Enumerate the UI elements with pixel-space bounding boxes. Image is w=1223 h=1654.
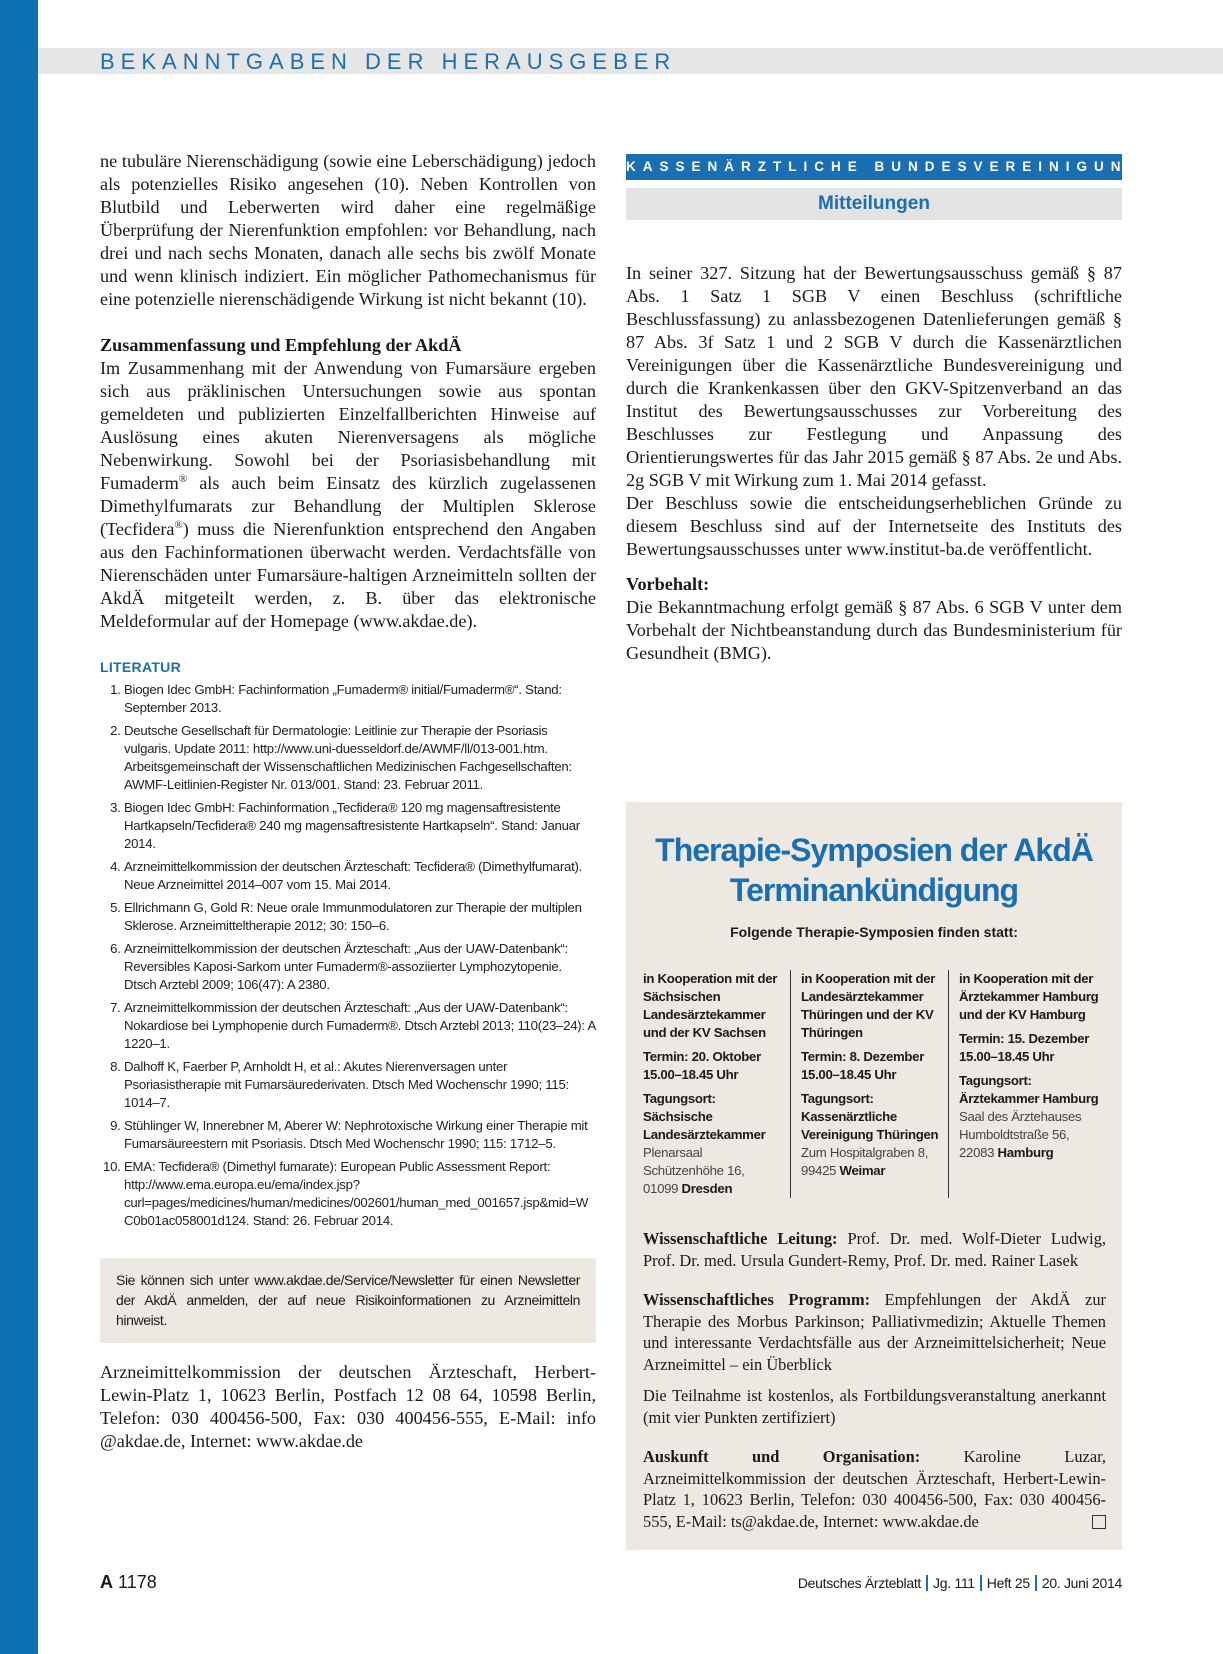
end-mark-icon xyxy=(1092,1515,1106,1529)
vorbehalt-text: Die Bekanntmachung erfolgt gemäß § 87 Abs. 6 SGB V unter dem Vorbehalt der Nichtbeanstandung durch das Bundesministerium für Gesundheit (BMG). xyxy=(626,597,1122,663)
section-header-title: BEKANNTGABEN DER HERAUSGEBER xyxy=(100,49,677,74)
right-column xyxy=(626,154,1146,665)
literature-heading: LITERATUR xyxy=(100,659,181,675)
participation-note: Die Teilnahme ist kostenlos, als Fortbildungsveranstaltung anerkannt (mit vier Punkten zertifiziert) xyxy=(643,1386,1106,1427)
organization-contact: Auskunft und Organisation: Karoline Luzar, Arzneimittelkommission der deutschen Ärzteschaft, Herbert-Lewin-Platz 1, 10623 Berlin, Telefon: 030 400456-500, Fax: 030 400456-555, E-Mail: ts@akdae.de, Internet: www.akdae.de xyxy=(643,1447,1106,1531)
symposium-announcement-box xyxy=(626,802,1122,1550)
reference-item: 7. Arzneimittelkommission der deutschen Ärzteschaft: „Aus der UAW-Datenbank“: Nokardiose bei Lymphopenie durch Fumaderm®. Dtsch Arztebl 2013; 110(23–24): A 1220–1. xyxy=(124,999,596,1053)
journal-info: Deutsches Ärzteblatt Jg. 111 Heft 25 20. Juni 2014 xyxy=(797,1575,1122,1591)
reference-item: 9. Stühlinger W, Innerebner M, Aberer W: Nephrotoxische Wirkung einer Therapie mit Fumarsäureestern mit Psoriasis. Dtsch Med Wochenschr 1990; 115: 1712–5. xyxy=(124,1117,596,1153)
reference-item: 10. EMA: Tecfidera® (Dimethyl fumarate): European Public Assessment Report: http://www.ema.europa.eu/ema/index.jsp?curl=pages/medicines/human/medicines/002601/human_med_001657.jsp&mid=WC0b01ac058001d124. Stand: 26. Februar 2014. xyxy=(124,1158,596,1230)
scientific-program: Wissenschaftliches Programm: Empfehlungen der AkdÄ zur Therapie des Morbus Parkinson; Palliativmedizin; Aktuelle Themen und interessante Verdachtsfälle aus der Arzneimittelsicherheit; Neue Arzneimittel – ein Überblick xyxy=(643,1290,1107,1374)
venue-dresden: in Kooperation mit der Sächsischen Landesärztekammer und der KV Sachsen Termin: 20. Oktober 15.00–18.45 Uhr Tagungsort: Sächsische Landesärztekammer Plenarsaal Schützenhöhe 16, 01099 Dresden xyxy=(643,971,778,1196)
sidebar-color-bar xyxy=(0,0,38,1654)
venue-hamburg: in Kooperation mit der Ärztekammer Hamburg und der KV Hamburg Termin: 15. Dezember 15.00–18.45 Uhr Tagungsort: Ärztekammer Hamburg Saal des Ärztehauses Humboldtstraße 56, 22083 Hamburg xyxy=(948,970,1106,1198)
symposium-title: Therapie-Symposien der AkdÄ Terminankündigung xyxy=(655,832,1093,908)
vorbehalt-heading: Vorbehalt: xyxy=(626,574,710,594)
reference-list xyxy=(100,681,596,1230)
symposium-subtitle: Folgende Therapie-Symposien finden statt: xyxy=(730,924,1018,940)
contact-info: Arzneimittelkommission der deutschen Ärzteschaft, Herbert-Lewin-Platz 1, 10623 Berlin, Postfach 12 08 64, 10598 Berlin, Telefon: 030 400456-500, Fax: 030 400456-555, E-Mail: info @akdae.de, Internet: www.akdae.de xyxy=(100,1362,596,1451)
summary-paragraph: Im Zusammenhang mit der Anwendung von Fumarsäure ergeben sich aus präklinischen Untersuchungen sowie aus spontan gemeldeten und publizierten Einzelfallberichten Hinweise auf Auslösung eines akuten Nierenversagens als mögliche Nebenwirkung. Sowohl bei der Psoriasisbehandlung mit Fumaderm® als auch beim Einsatz des kürzlich zugelassenen Dimethylfumarats zur Behandlung der Multiplen Sklerose (Tecfidera®) muss die Nierenfunktion entsprechend den Angaben aus den Fachinformationen überwacht werden. Verdachtsfälle von Nierenschäden unter Fumarsäure-haltigen Arzneimitteln sollten der AkdÄ mitgeteilt werden, z. B. über das elektronische Meldeformular auf der Homepage (www.akdae.de). xyxy=(100,358,596,631)
kbv-section-bar: KASSENÄRZTLICHE BUNDESVEREINIGUNG xyxy=(626,154,1122,180)
reference-item: 1. Biogen Idec GmbH: Fachinformation „Fumaderm® initial/Fumaderm®“. Stand: September 2013. xyxy=(124,681,596,717)
page-number: A 1178 xyxy=(100,1572,157,1592)
newsletter-notice: Sie können sich unter www.akdae.de/Service/Newsletter für einen Newsletter der AkdÄ anmelden, der auf neue Risikoinformationen zu Arzneimitteln hinweist. xyxy=(100,1258,596,1343)
reference-item: 4. Arzneimittelkommission der deutschen Ärzteschaft: Tecfidera® (Dimethylfumarat). Neue Arzneimittel 2014–007 vom 15. Mai 2014. xyxy=(124,858,596,894)
reference-item: 8. Dalhoff K, Faerber P, Arnholdt H, et al.: Akutes Nierenversagen unter Psoriasistherapie mit Fumarsäurederivaten. Dtsch Med Wochenschr 1990; 115: 1014–7. xyxy=(124,1058,596,1112)
reference-item: 2. Deutsche Gesellschaft für Dermatologie: Leitlinie zur Therapie der Psoriasis vulgaris. Update 2011: http://www.uni-duesseldorf.de/AWMF/ll/013-001.htm. Arbeitsgemeinschaft der Wissenschaftlichen Medizinischen Fachgesellschaften: AWMF-Leitlinien-Register Nr. 013/001. Stand: 23. Februar 2011. xyxy=(124,722,596,794)
mitteilungen-heading: Mitteilungen xyxy=(626,188,1122,220)
reference-item: 6. Arzneimittelkommission der deutschen Ärzteschaft: „Aus der UAW-Datenbank“: Reversibles Kaposi-Sarkom unter Fumaderm®-assoziierter Lymphozytopenie. Dtsch Arztebl 2009; 106(47): A 2380. xyxy=(124,940,596,994)
symposium-info xyxy=(643,1228,1106,1532)
kbv-paragraph-2: Der Beschluss sowie die entscheidungserheblichen Gründe zu diesem Beschluss sind auf der Internetseite des Instituts des Bewertungsausschusses unter www.institut-ba.de veröffentlicht. xyxy=(626,493,1122,559)
kbv-paragraph-1: In seiner 327. Sitzung hat der Bewertungsausschuss gemäß § 87 Abs. 1 Satz 1 SGB V einen Beschluss (schriftliche Beschlussfassung) zu anlassbezogenen Datenlieferungen gemäß § 87 Abs. 3f Satz 1 und 2 SGB V durch die Kassenärztlichen Vereinigungen über die Kassenärztliche Bundesvereinigung und durch die Krankenkassen über den GKV-Spitzenverband an das Institut des Bewertungsausschusses zur Vorbereitung des Beschlusses zur Festlegung und Anpassung des Orientierungswertes für das Jahr 2015 gemäß § 87 Abs. 2e und Abs. 2g SGB V mit Wirkung zum 1. Mai 2014 gefasst. xyxy=(626,263,1122,490)
left-column xyxy=(100,150,596,1471)
reference-item: 3. Biogen Idec GmbH: Fachinformation „Tecfidera® 120 mg magensaftresistente Hartkapseln/Tecfidera® 240 mg magensaftresistente Hartkapseln“. Stand: Januar 2014. xyxy=(124,799,596,853)
venue-weimar: in Kooperation mit der Landesärztekammer Thüringen und der KV Thüringen Termin: 8. Dezember 15.00–18.45 Uhr Tagungsort: Kassenärztliche Vereinigung Thüringen Zum Hospitalgraben 8, 99425 Weimar xyxy=(790,970,948,1198)
summary-heading: Zusammenfassung und Empfehlung der AkdÄ xyxy=(100,335,462,355)
venue-list xyxy=(643,970,1106,1198)
scientific-lead: Wissenschaftliche Leitung: Prof. Dr. med. Wolf-Dieter Ludwig, Prof. Dr. med. Ursula Gundert-Remy, Prof. Dr. med. Rainer Lasek xyxy=(643,1229,1106,1270)
intro-paragraph: ne tubuläre Nierenschädigung (sowie eine Leberschädigung) jedoch als potenzielles Risiko angesehen (10). Neben Kontrollen von Blutbild und Leberwerten wird daher eine regelmäßige Überprüfung der Nierenfunktion empfohlen: vor Behandlung, nach drei und nach sechs Monaten, danach alle sechs bis zwölf Monate und wenn klinisch indiziert. Ein möglicher Pathomechanismus für eine potenzielle nierenschädigende Wirkung ist nicht bekannt (10). xyxy=(100,151,596,309)
reference-item: 5. Ellrichmann G, Gold R: Neue orale Immunmodulatoren zur Therapie der multiplen Sklerose. Arzneimitteltherapie 2012; 30: 150–6. xyxy=(124,899,596,935)
